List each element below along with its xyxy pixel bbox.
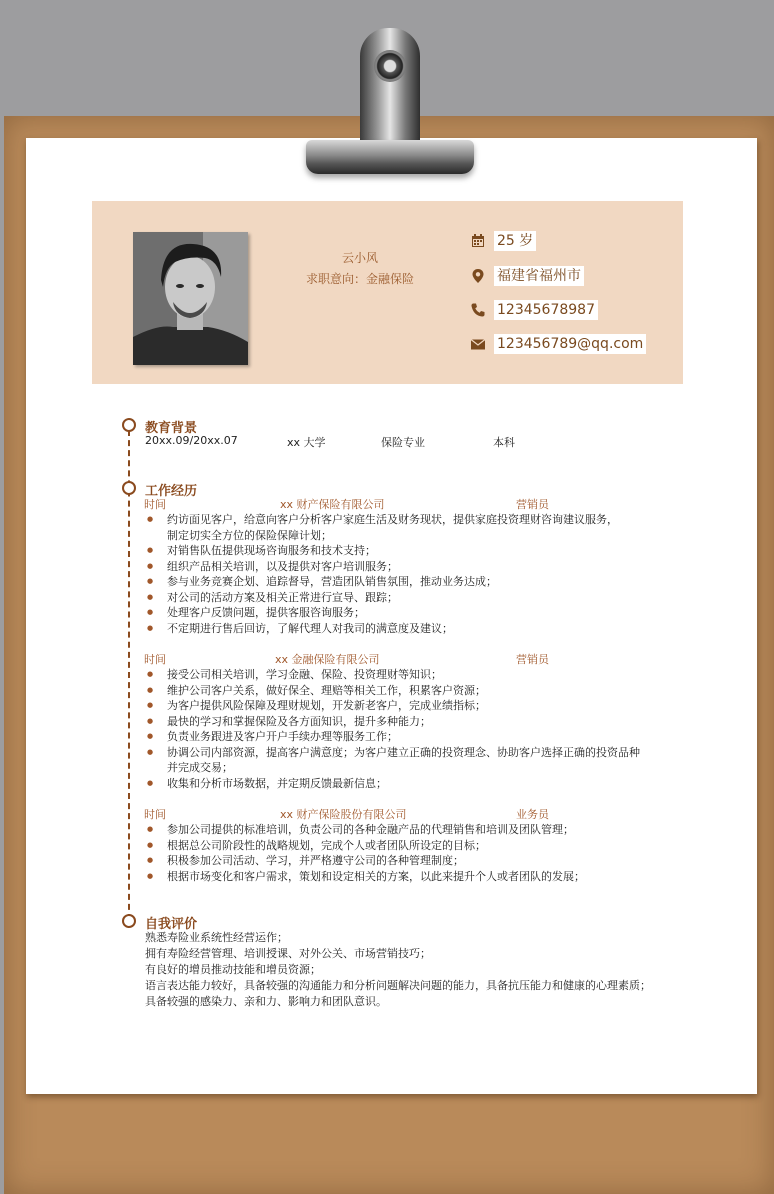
email-value: 123456789@qq.com <box>494 334 646 354</box>
phone-value: 12345678987 <box>494 300 598 320</box>
timeline-dot-work <box>122 481 136 495</box>
job-role: 营销员 <box>516 498 549 511</box>
list-item: 具备较强的感染力、亲和力、影响力和团队意识。 <box>145 995 387 1008</box>
job-company: xx 金融保险有限公司 <box>275 653 380 666</box>
binder-clip-icon <box>360 28 420 146</box>
education-period: 20xx.09/20xx.07 <box>145 434 238 447</box>
job-objective: 求职意向：金融保险 <box>305 272 414 286</box>
job-time: 时间 <box>144 808 166 821</box>
list-item: ● 最快的学习和掌握保险及各方面知识，提升多种能力； <box>147 714 640 730</box>
list-item: 有良好的增员推动技能和增员资源； <box>145 963 321 976</box>
binder-clip-rivet <box>374 50 406 82</box>
list-item-continued: 制定切实全方位的保险保障计划； <box>167 528 332 542</box>
list-item: ● 为客户提供风险保障及理财规划，开发新老客户，完成业绩指标； <box>147 698 640 714</box>
timeline-dot-education <box>122 418 136 432</box>
list-item: ● 参加公司提供的标准培训，负责公司的各种金融产品的代理销售和培训及团队管理； <box>147 822 585 838</box>
list-item: ● 根据总公司阶段性的战略规划，完成个人或者团队所设定的目标； <box>147 838 585 854</box>
list-item: 语言表达能力较好，具备较强的沟通能力和分析问题解决问题的能力，具备抗压能力和健康的心理素质； <box>145 979 651 992</box>
location-value: 福建省福州市 <box>494 266 584 286</box>
list-item: ● 维护公司客户关系，做好保全、理赔等相关工作，积累客户资源； <box>147 683 640 699</box>
map-pin-icon <box>470 268 486 284</box>
job-role: 业务员 <box>516 808 549 821</box>
contact-location <box>470 265 584 287</box>
work-title: 工作经历 <box>145 484 198 499</box>
education-degree: 本科 <box>493 436 515 449</box>
candidate-name: 云小风 <box>341 251 378 265</box>
education-school: xx 大学 <box>287 436 326 449</box>
job-time: 时间 <box>144 653 166 666</box>
timeline-line <box>128 430 130 920</box>
calendar-icon <box>470 233 486 249</box>
list-item: 拥有寿险经营管理、培训授课、对外公关、市场营销技巧； <box>145 947 431 960</box>
binder-clip-base <box>306 140 474 174</box>
list-item: ● 不定期进行售后回访，了解代理人对我司的满意度及建议； <box>147 621 618 637</box>
list-item: ● 对公司的活动方案及相关正常进行宣导、跟踪； <box>147 590 618 606</box>
contact-phone <box>470 299 598 321</box>
job-duties-2 <box>147 667 640 791</box>
job-duties-3 <box>147 822 585 884</box>
list-item: ● 对销售队伍提供现场咨询服务和技术支持； <box>147 543 618 559</box>
job-company: xx 财产保险股份有限公司 <box>280 808 407 821</box>
list-item: ● 参与业务竞赛企划、追踪督导，营造团队销售氛围，推动业务达成； <box>147 574 618 590</box>
self-eval-list <box>145 930 651 1010</box>
list-item: 并完成交易； <box>167 761 233 774</box>
job-header-3 <box>140 806 610 822</box>
envelope-icon <box>470 336 486 352</box>
job-role: 营销员 <box>516 653 549 666</box>
contact-age <box>470 230 536 252</box>
list-item: ● 根据市场变化和客户需求，策划和设定相关的方案，以此来提升个人或者团队的发展； <box>147 869 585 885</box>
job-duties-1 <box>147 512 618 636</box>
phone-icon <box>470 302 486 318</box>
job-company: xx 财产保险有限公司 <box>280 498 385 511</box>
list-item: ● 负责业务跟进及客户开户手续办理等服务工作； <box>147 729 640 745</box>
profile-photo <box>133 232 248 365</box>
timeline-dot-self <box>122 914 136 928</box>
list-item: ● 积极参加公司活动、学习，并严格遵守公司的各种管理制度； <box>147 853 585 869</box>
list-item: ● 接受公司相关培训，学习金融、保险、投资理财等知识； <box>147 667 640 683</box>
education-title: 教育背景 <box>145 421 198 436</box>
list-item: ● 协调公司内部资源，提高客户满意度；为客户建立正确的投资理念、协助客户选择正确的投资品种 <box>147 745 640 761</box>
list-item <box>147 528 618 544</box>
list-item: 熟悉寿险业系统性经营运作； <box>145 931 288 944</box>
contact-email <box>470 333 646 355</box>
list-item: ● 组织产品相关培训，以及提供对客户培训服务； <box>147 559 618 575</box>
age-value: 25 岁 <box>494 231 536 251</box>
list-item: ● 处理客户反馈问题，提供客服咨询服务； <box>147 605 618 621</box>
job-header-1 <box>140 496 610 512</box>
self-eval-title: 自我评价 <box>145 917 198 932</box>
list-item: ● 约访面见客户，给意向客户分析客户家庭生活及财务现状，提供家庭投资理财咨询建议服务， <box>147 512 618 528</box>
list-item: ● 收集和分析市场数据，并定期反馈最新信息； <box>147 776 640 792</box>
education-major: 保险专业 <box>381 436 425 449</box>
job-time: 时间 <box>144 498 166 511</box>
job-header-2 <box>140 651 610 667</box>
